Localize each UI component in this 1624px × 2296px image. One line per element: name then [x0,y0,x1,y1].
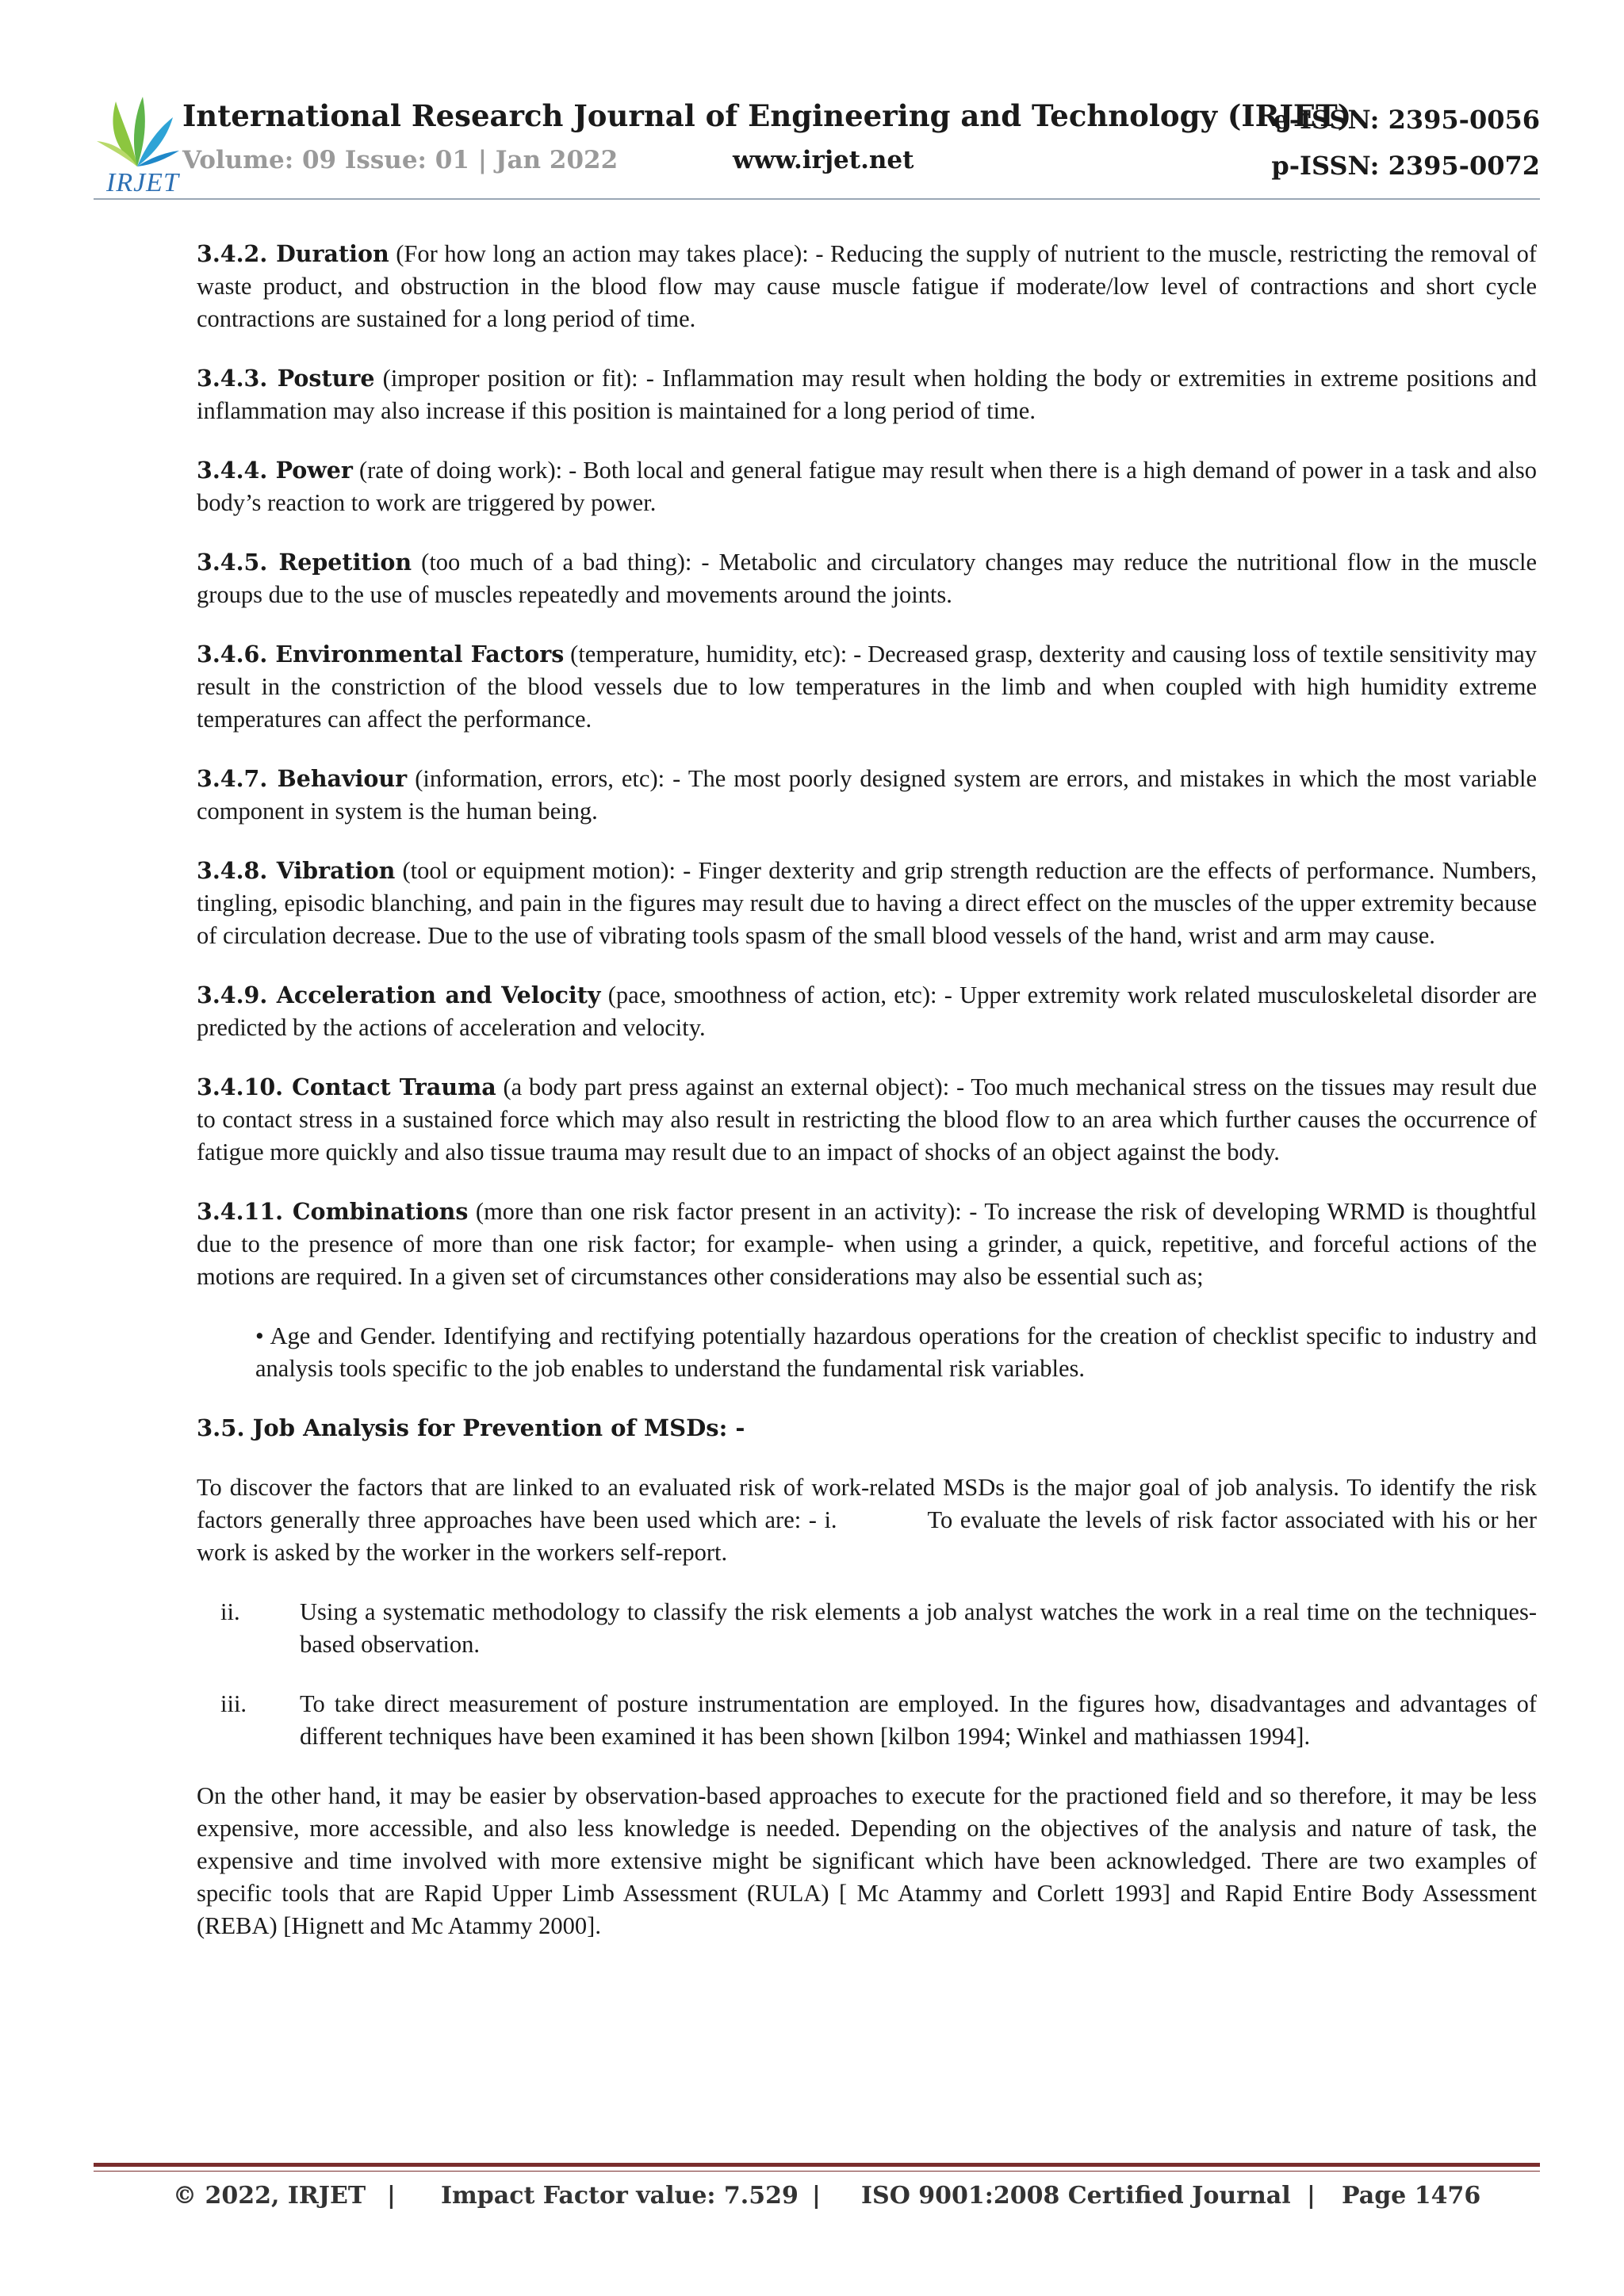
paragraph-vibration [197,855,1537,952]
paragraph-duration [197,238,1537,335]
e-issn: e-ISSN: 2395-0056 [1273,105,1540,135]
bullet-item-age-gender [255,1320,1537,1385]
paragraph-text: (pace, smoothness of action, etc): - Upper extremity work related musculoskeletal disorder are predicted by the actions of acceleration and velocity. [197,982,1538,1041]
irjet-logo [94,95,181,195]
footer-divider-thin [94,2171,1540,2172]
subsection-heading: 3.4.4. Power [197,457,353,484]
list-number: iii. [220,1690,247,1717]
journal-title: International Research Journal of Engineering and Technology (IRJET) [182,98,1352,133]
volume-issue: Volume: 09 Issue: 01 | Jan 2022 [182,146,619,174]
paragraph-text: (too much of a bad thing): - Metabolic and circulatory changes may reduce the nutritional flow in the muscle groups due to the use of muscles repeatedly and movements around the joints. [197,549,1537,608]
paragraph-text: (improper position or fit): - Inflammation may result when holding the body or extremities in extreme positions and inflammation may also increase if this position is maintained for a long period of time. [197,365,1537,424]
paragraph-acceleration-velocity [197,979,1537,1044]
paragraph-behaviour [197,763,1537,828]
subsection-heading: 3.4.10. Contact Trauma [197,1073,496,1100]
footer-separator: | [812,2182,821,2210]
section-heading-job-analysis: 3.5. Job Analysis for Prevention of MSDs: - [197,1414,745,1441]
footer-iso: ISO 9001:2008 Certified Journal [861,2182,1291,2210]
subsection-heading: 3.4.2. Duration [197,240,389,267]
footer-separator: | [387,2182,396,2210]
bullet-text: Age and Gender. Identifying and rectifying potentially hazardous operations for the creation of checklist specific to industry and analysis tools specific to the job enables to understand the fundamental risk variables. [255,1322,1537,1382]
paragraph-text: (information, errors, etc): - The most poorly designed system are errors, and mistakes in which the most variable component in system is the human being. [197,765,1537,825]
header-divider [94,198,1540,200]
paragraph-job-analysis-intro: To discover the factors that are linked to an evaluated risk of work-related MSDs is the major goal of job analysis. To identify the risk factors generally three approaches have been used which are: - i. To evaluate the levels of risk factor associated with his or her work is asked by the worker in the workers self-report. [197,1474,1543,1566]
subsection-heading: 3.4.9. Acceleration and Velocity [197,982,601,1008]
paragraph-posture [197,362,1537,427]
list-number: ii. [220,1598,240,1625]
subsection-heading: 3.4.5. Repetition [197,549,412,576]
paragraph-text: (tool or equipment motion): - Finger dexterity and grip strength reduction are the effects of performance. Numbers, tingling, episodic blanching, and pain in the figures may result due to having a direct effect on the muscles of the upper extremity because of circulation decrease. Due to the use of vibrating tools spasm of the small blood vessels of the hand, wrist and arm may cause. [197,857,1538,949]
paragraph-environmental-factors [197,638,1537,736]
article-body [197,238,1543,1969]
list-item-text: To take direct measurement of posture instrumentation are employed. In the figures how, disadvantages and advantages of different techniques have been examined it has been shown [kilbon 1994; Winkel and mathiassen 1994]. [300,1690,1537,1750]
paragraph-combinations [197,1196,1537,1293]
footer-divider-thick [94,2163,1540,2167]
page-footer [94,2182,1540,2221]
paragraph-text: (For how long an action may takes place): - Reducing the supply of nutrient to the muscle, restricting the removal of waste product, and obstruction in the blood flow may cause muscle fatigue if moderate/low level of contractions and short cycle contractions are sustained for a long period of time. [197,240,1537,332]
paragraph-repetition [197,546,1537,611]
footer-impact-factor: Impact Factor value: 7.529 [441,2182,799,2210]
paragraph-text: (a body part press against an external object): - Too much mechanical stress on the tissues may result due to contact stress in a sustained force which may also result in restricting the blood flow to an area which further causes the occurrence of fatigue more quickly and also tissue trauma may result due to an impact of shocks of an object against the body. [197,1073,1537,1165]
website-link[interactable]: www.irjet.net [733,146,914,174]
paragraph-contact-trauma [197,1071,1537,1169]
footer-separator: | [1307,2182,1316,2210]
page-header [94,89,1540,197]
paragraph-text: (rate of doing work): - Both local and general fatigue may result when there is a high demand of power in a task and also body’s reaction to work are triggered by power. [197,457,1537,516]
roman-item-ii [197,1596,1537,1661]
leaf-logo-icon [94,95,181,171]
paragraph-closing: On the other hand, it may be easier by observation-based approaches to execute for the practioned field and so therefore, it may be less expensive, more accessible, and also less knowledge is needed. Depending on the objectives of the analysis and nature of task, the expensive and time involved with more extensive might be significant which have been acknowledged. There are two examples of specific tools that are Rapid Upper Limb Assessment (RULA) [ Mc Atammy and Corlett 1993] and Rapid Entire Body Assessment (REBA) [Hignett and Mc Atammy 2000]. [197,1782,1537,1939]
roman-item-iii [197,1688,1537,1753]
p-issn: p-ISSN: 2395-0072 [1271,151,1540,181]
paragraph-power [197,454,1537,519]
subsection-heading: 3.4.11. Combinations [197,1198,469,1225]
subsection-heading: 3.4.7. Behaviour [197,765,408,792]
logo-text: IRJET [106,168,179,197]
subsection-heading: 3.4.6. Environmental Factors [197,641,565,668]
subsection-heading: 3.4.8. Vibration [197,857,396,884]
subsection-heading: 3.4.3. Posture [197,365,375,392]
paragraph-text: (temperature, humidity, etc): - Decreased grasp, dexterity and causing loss of textile sensitivity may result in the constriction of the blood vessels due to low temperatures in the limb and when coupled with high humidity extreme temperatures can affect the performance. [197,641,1538,733]
footer-page-number: Page 1476 [1342,2182,1481,2210]
list-item-text: Using a systematic methodology to classify the risk elements a job analyst watches the work in a real time on the techniques-based observation. [300,1598,1537,1658]
footer-copyright: © 2022, IRJET [173,2182,366,2210]
paragraph-text: (more than one risk factor present in an activity): - To increase the risk of developing WRMD is thoughtful due to the presence of more than one risk factor; for example- when using a grinder, a quick, repetitive, and forceful actions of the motions are required. In a given set of circumstances other considerations may also be essential such as; [197,1198,1537,1290]
bullet-icon: • [255,1322,264,1349]
